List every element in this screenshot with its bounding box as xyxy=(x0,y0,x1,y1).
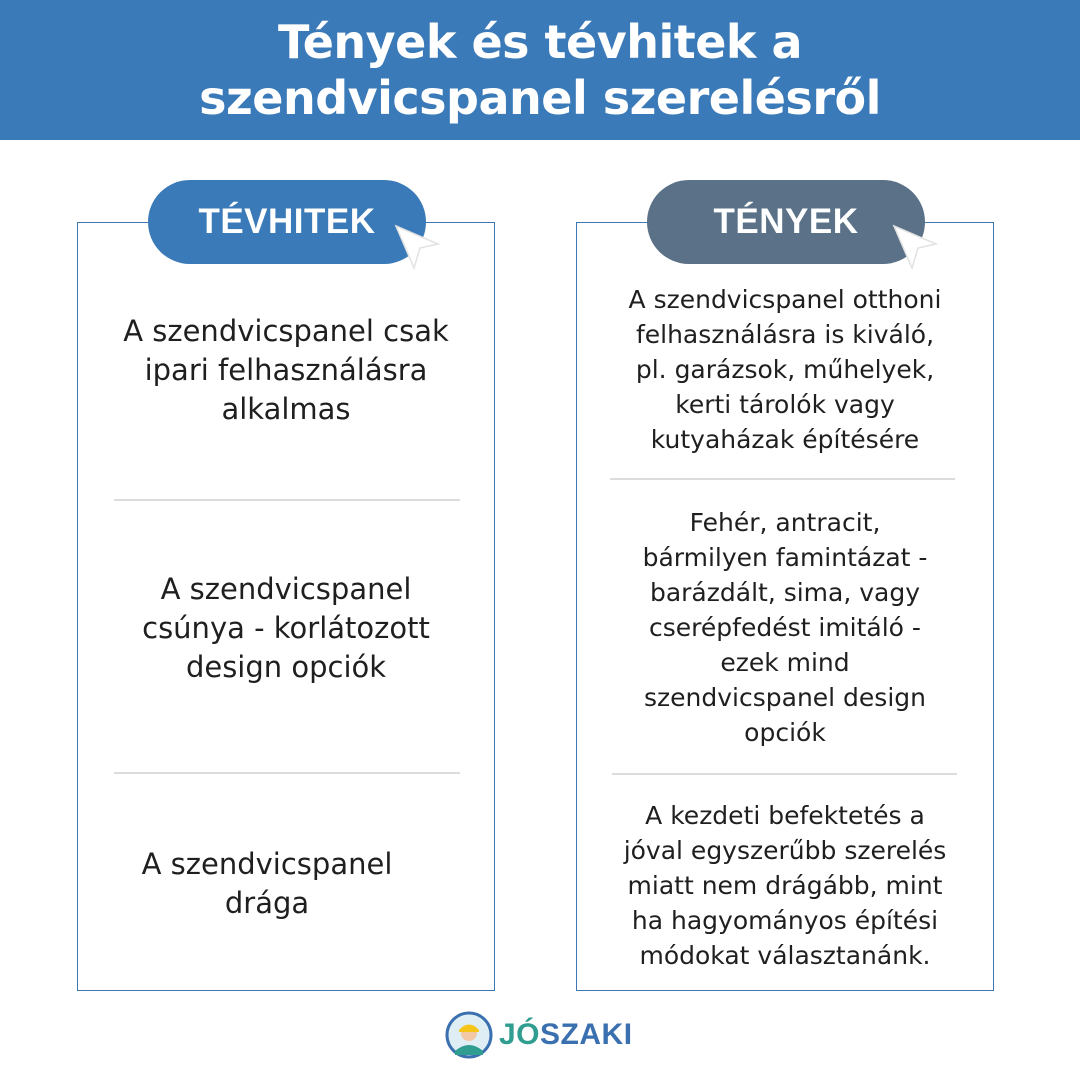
fact-item: A szendvicspanel otthoni felhasználásra is kiváló, pl. garázsok, műhelyek, kerti tárolók vagy kutyaházak építésére xyxy=(628,285,942,454)
facts-badge: TÉNYEK xyxy=(647,180,925,264)
page-title-line-2: szendvicspanel szerelésről xyxy=(199,71,881,125)
myths-badge: TÉVHITEK xyxy=(148,180,426,264)
myth-item: A szendvicspanel csúnya - korlátozott design opciók xyxy=(142,572,430,684)
fact-item: A kezdeti befektetés a jóval egyszerűbb szerelés miatt nem drágább, mint ha hagyományos építési módokat választanánk. xyxy=(623,801,947,970)
fact-item: Fehér, antracit, bármilyen famintázat - barázdált, sima, vagy cserépfedést imitáló - ezek mind szendvicspanel design opciók xyxy=(642,508,928,747)
header-banner xyxy=(0,0,1080,140)
logo-text-jo: JÓ xyxy=(499,1018,541,1051)
logo-text-szaki: SZAKI xyxy=(540,1018,633,1051)
myth-item: A szendvicspanel csak ipari felhasználásra alkalmas xyxy=(123,314,449,426)
worker-avatar-icon xyxy=(445,1011,493,1059)
page-title-line-1: Tények és tévhitek a xyxy=(277,15,803,69)
divider xyxy=(612,773,957,775)
cursor-icon xyxy=(392,222,442,272)
cursor-icon xyxy=(890,222,940,272)
divider xyxy=(114,499,460,501)
brand-logo xyxy=(445,1010,633,1060)
myth-item: A szendvicspanel drága xyxy=(141,847,393,920)
divider xyxy=(114,772,460,774)
divider xyxy=(610,478,955,480)
